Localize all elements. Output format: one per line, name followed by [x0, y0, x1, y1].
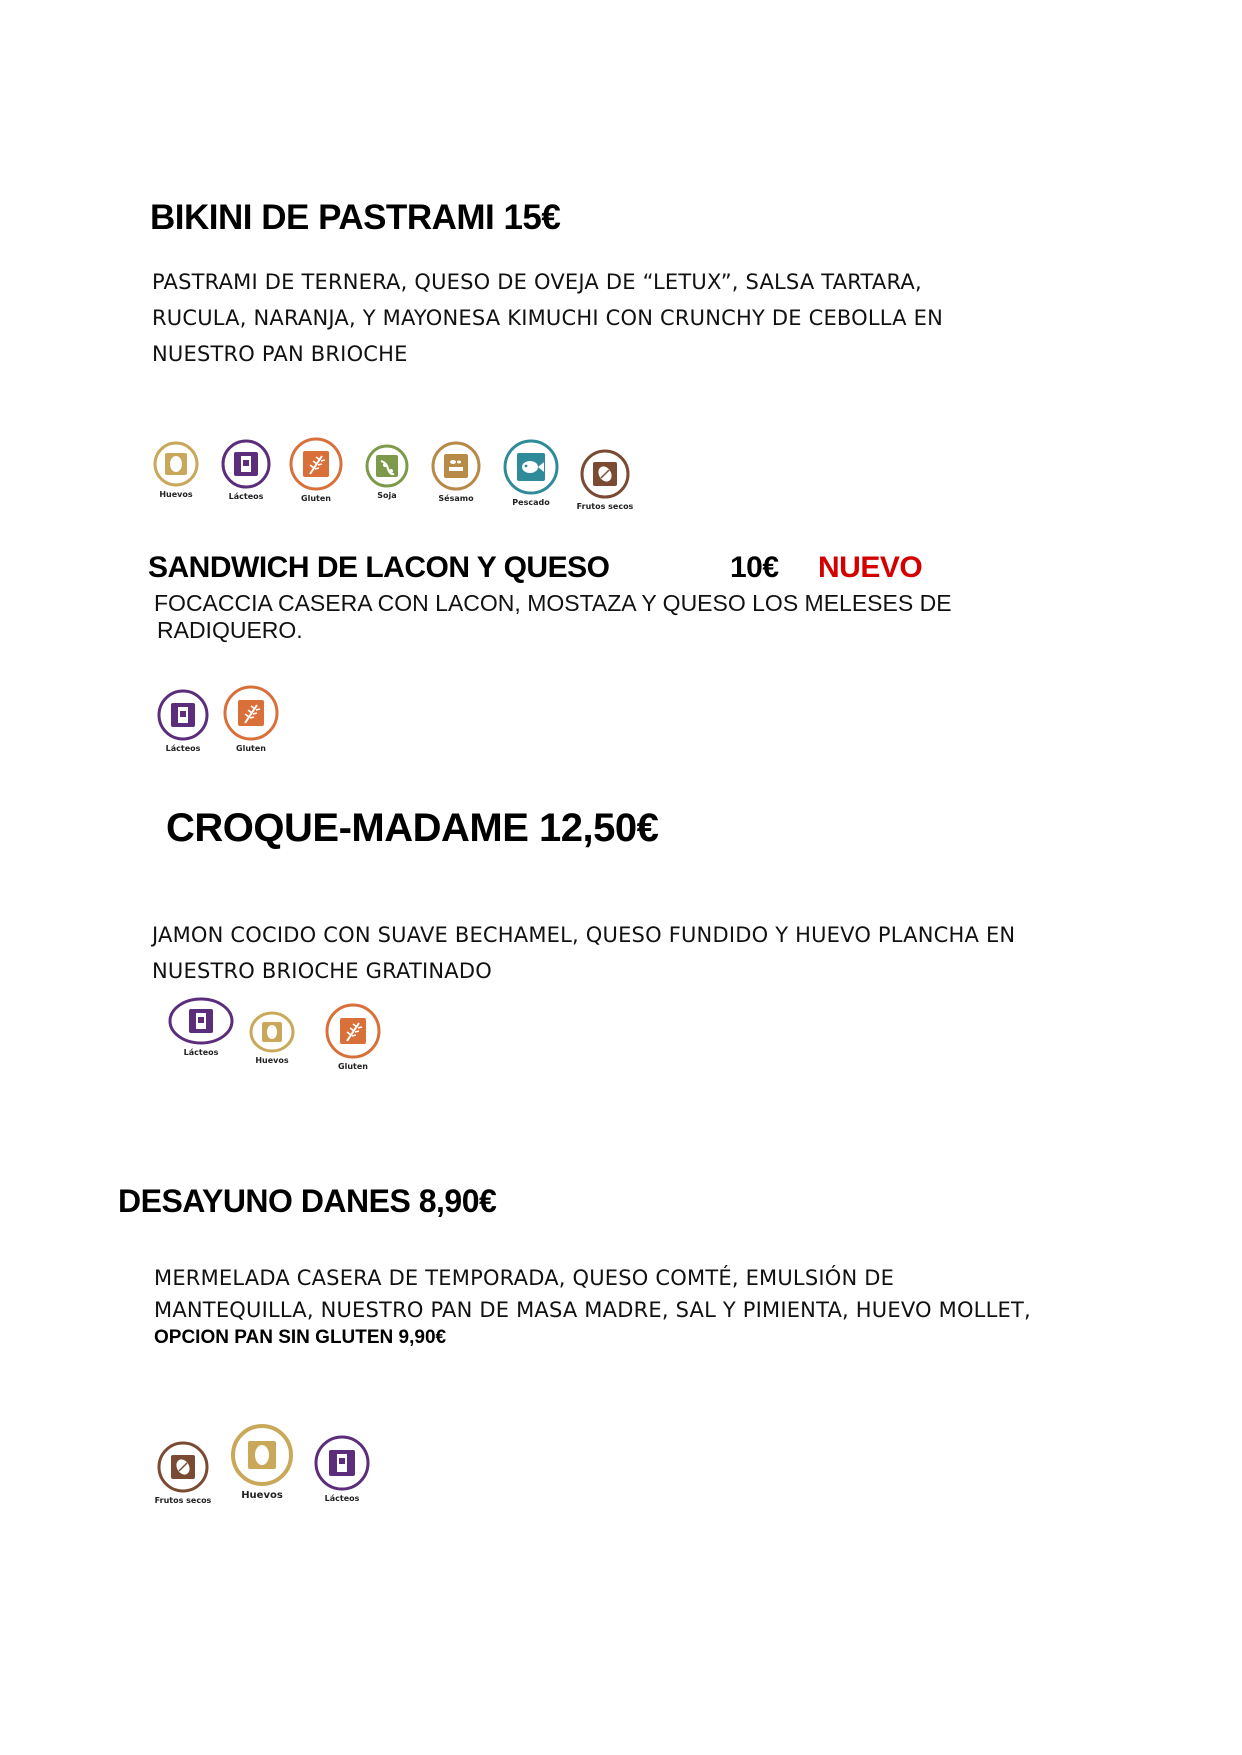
description-line: PASTRAMI DE TERNERA, QUESO DE OVEJA DE “LETUX”, SALSA TARTARA, — [152, 270, 922, 294]
description-line: FOCACCIA CASERA CON LACON, MOSTAZA Y QUESO LOS MELESES DE — [154, 590, 952, 616]
egg-icon — [152, 440, 200, 488]
allergen-label: Huevos — [255, 1056, 289, 1065]
item-description — [154, 1262, 1031, 1349]
allergen-label: Huevos — [241, 1490, 283, 1501]
item-title: BIKINI DE PASTRAMI 15€ — [150, 198, 561, 237]
item-title: SANDWICH DE LACON Y QUESO — [148, 551, 610, 584]
allergen-nuts — [570, 448, 640, 511]
description-line: JAMON COCIDO CON SUAVE BECHAMEL, QUESO FUNDIDO Y HUEVO PLANCHA EN — [152, 923, 1016, 947]
allergen-label: Lácteos — [324, 1494, 360, 1503]
dairy-icon — [313, 1434, 371, 1492]
description-line: MANTEQUILLA, NUESTRO PAN DE MASA MADRE, SAL Y PIMIENTA, HUEVO MOLLET, — [154, 1298, 1031, 1322]
allergen-label: Pescado — [512, 498, 550, 507]
allergen-egg — [148, 440, 204, 499]
allergen-egg — [228, 1422, 296, 1501]
allergen-dairy — [166, 996, 236, 1057]
gluten-icon — [324, 1002, 382, 1060]
soy-icon — [364, 443, 410, 489]
item-title: DESAYUNO DANES 8,90€ — [118, 1183, 497, 1219]
allergen-nuts — [150, 1440, 216, 1505]
allergen-label: Lácteos — [165, 744, 201, 753]
egg-icon — [248, 1010, 296, 1054]
allergen-gluten — [220, 684, 282, 753]
dairy-icon — [220, 438, 272, 490]
item-description — [152, 917, 1015, 989]
description-line: NUESTRO PAN BRIOCHE — [152, 342, 408, 366]
allergen-label: Gluten — [338, 1062, 368, 1071]
allergen-egg — [246, 1010, 298, 1065]
item-title: CROQUE-MADAME 12,50€ — [166, 806, 659, 850]
description-line: NUESTRO BRIOCHE GRATINADO — [152, 959, 492, 983]
description-line: RADIQUERO. — [157, 617, 303, 643]
description-line: MERMELADA CASERA DE TEMPORADA, QUESO COMTÉ, EMULSIÓN DE — [154, 1266, 895, 1290]
allergen-soy — [362, 443, 412, 500]
allergen-dairy — [312, 1434, 372, 1503]
nuts-icon — [156, 1440, 210, 1494]
allergen-fish — [500, 438, 562, 507]
allergen-label: Gluten — [301, 494, 331, 503]
nuts-icon — [579, 448, 631, 500]
allergen-label: Frutos secos — [154, 1496, 212, 1505]
allergen-dairy — [154, 688, 212, 753]
allergen-label: Lácteos — [228, 492, 264, 501]
gluten-icon — [222, 684, 280, 742]
allergen-label: Huevos — [159, 490, 193, 499]
allergen-label: Gluten — [236, 744, 266, 753]
allergen-label: Frutos secos — [576, 502, 634, 511]
item-price: 10€ — [730, 551, 779, 584]
item-description — [152, 264, 943, 372]
sesame-icon — [430, 440, 482, 492]
fish-icon — [502, 438, 560, 496]
dairy-icon — [167, 996, 235, 1046]
allergen-gluten — [286, 436, 346, 503]
allergen-label: Lácteos — [183, 1048, 219, 1057]
allergen-sesame — [428, 440, 484, 503]
allergen-gluten — [322, 1002, 384, 1071]
allergen-dairy — [218, 438, 274, 501]
allergen-label: Sésamo — [438, 494, 474, 503]
item-description — [154, 590, 952, 644]
new-badge: NUEVO — [818, 551, 923, 584]
dairy-icon — [156, 688, 210, 742]
description-line: RUCULA, NARANJA, Y MAYONESA KIMUCHI CON CRUNCHY DE CEBOLLA EN — [152, 306, 943, 330]
allergen-label: Soja — [377, 491, 397, 500]
egg-icon — [229, 1422, 295, 1488]
gluten-icon — [288, 436, 344, 492]
gluten-free-option: OPCION PAN SIN GLUTEN 9,90€ — [154, 1327, 447, 1348]
